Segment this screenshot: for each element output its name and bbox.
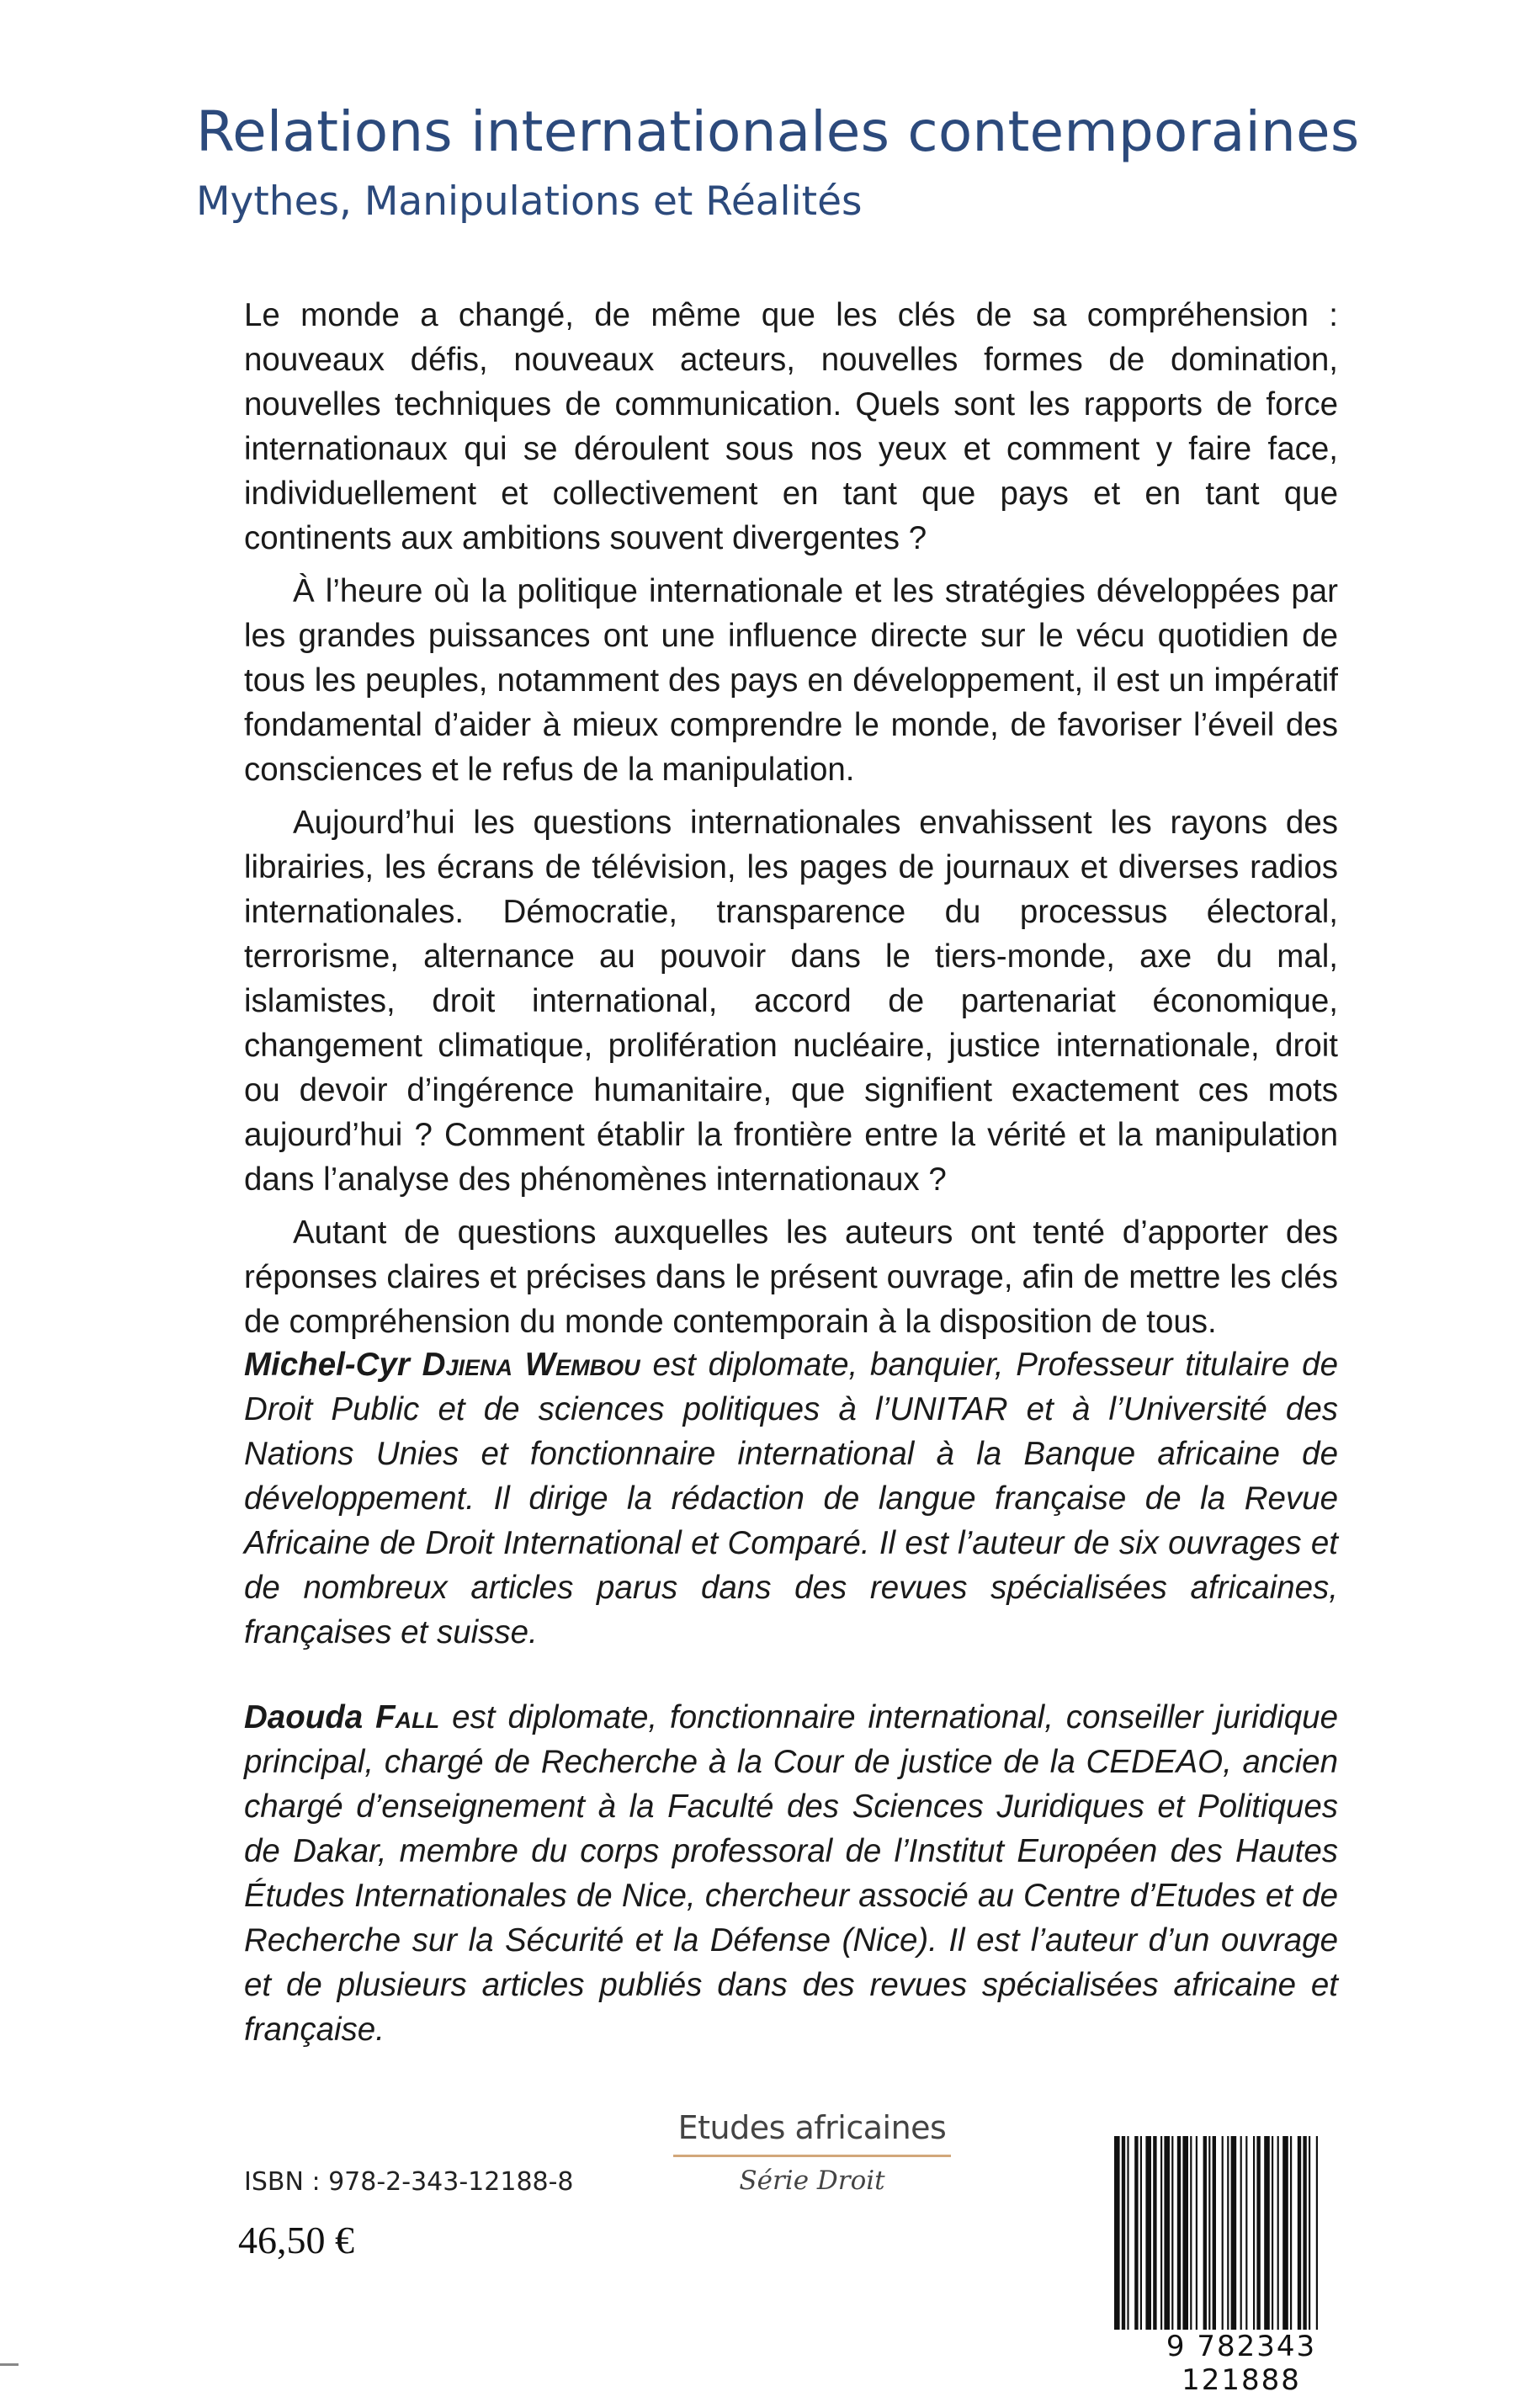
series-logo (673, 2109, 951, 2196)
author-1-last-name: Djiena Wembou (422, 1347, 640, 1383)
barcode-number: 9 782343 121888 (1166, 2330, 1317, 2397)
blurb (244, 293, 1338, 1353)
author-2-last-name: Fall (375, 1699, 440, 1735)
isbn: ISBN : 978-2-343-12188-8 (244, 2167, 574, 2197)
author-2-bio-text: est diplomate, fonctionnaire international, conseiller juridique principal, chargé de Recherche à la Cour de justice de la CEDEAO, ancien chargé d’enseignement à la Faculté des Sciences Juridiques et Politiques de Dakar, membre du corps professoral de l’Institut Européen des Hautes Études Internationales de Nice, chercheur associé au Centre d’Etudes et de Recherche sur la Sécurité et la Défense (Nice). Il est l’auteur d’un ouvrage et de plusieurs articles publiés dans des revues spécialisées africaine et française. (244, 1699, 1338, 2048)
author-1-first-name: Michel-Cyr (244, 1347, 410, 1383)
book-title: Relations internationales contemporaines (196, 99, 1360, 164)
blurb-paragraph: Le monde a changé, de même que les clés de sa compréhension : nouveaux défis, nouveaux acteurs, nouvelles formes de domination, nouvelles techniques de communication. Quels sont les rapports de force internationaux qui se déroulent sous nos yeux et comment y faire face, individuellement et collectivement en tant que pays et en tant que continents aux ambitions souvent divergentes ? (244, 297, 1338, 556)
author-1-bio-text: est diplomate, banquier, Professeur titulaire de Droit Public et de sciences politiques à l’UNITAR et à l’Université des Nations Unies et fonctionnaire international à la Banque africaine de développement. Il dirige la rédaction de langue française de la Revue Africaine de Droit International et Comparé. Il est l’auteur de six ouvrages et de nombreux articles parus dans des revues spécialisées africaines, françaises et suisse. (244, 1347, 1338, 1650)
series-divider (673, 2155, 951, 2157)
book-subtitle: Mythes, Manipulations et Réalités (196, 178, 863, 225)
series-name: Etudes africaines (677, 2109, 947, 2146)
crop-mark (0, 2363, 19, 2366)
author-2-first-name: Daouda (244, 1699, 364, 1735)
blurb-paragraph: Aujourd’hui les questions internationales envahissent les rayons des librairies, les écrans de télévision, les pages de journaux et diverses radios internationales. Démocratie, transparence du processus électoral, terrorisme, alternance au pouvoir dans le tiers-monde, axe du mal, islamistes, droit international, accord de partenariat économique, changement climatique, prolifération nucléaire, justice internationale, droit ou devoir d’ingérence humanitaire, que signifient exactement ces mots aujourd’hui ? Comment établir la frontière entre la vérité et la manipulation dans l’analyse des phénomènes internationaux ? (244, 805, 1338, 1198)
author-bio-1 (244, 1342, 1338, 1655)
series-subtitle: Série Droit (739, 2166, 885, 2196)
blurb-paragraph: Autant de questions auxquelles les auteurs ont tenté d’apporter des réponses claires et précises dans le présent ouvrage, afin de mettre les clés de compréhension du monde contemporain à la disposition de tous. (244, 1214, 1338, 1340)
price: 46,50 € (238, 2219, 354, 2261)
author-bio-2 (244, 1695, 1338, 2052)
barcode-icon (1111, 2136, 1363, 2330)
blurb-paragraph: À l’heure où la politique internationale et les stratégies développées par les grandes puissances ont une influence directe sur le vécu quotidien de tous les peuples, notamment des pays en développement, il est un impératif fondamental d’aider à mieux comprendre le monde, de favoriser l’éveil des consciences et le refus de la manipulation. (244, 573, 1338, 788)
